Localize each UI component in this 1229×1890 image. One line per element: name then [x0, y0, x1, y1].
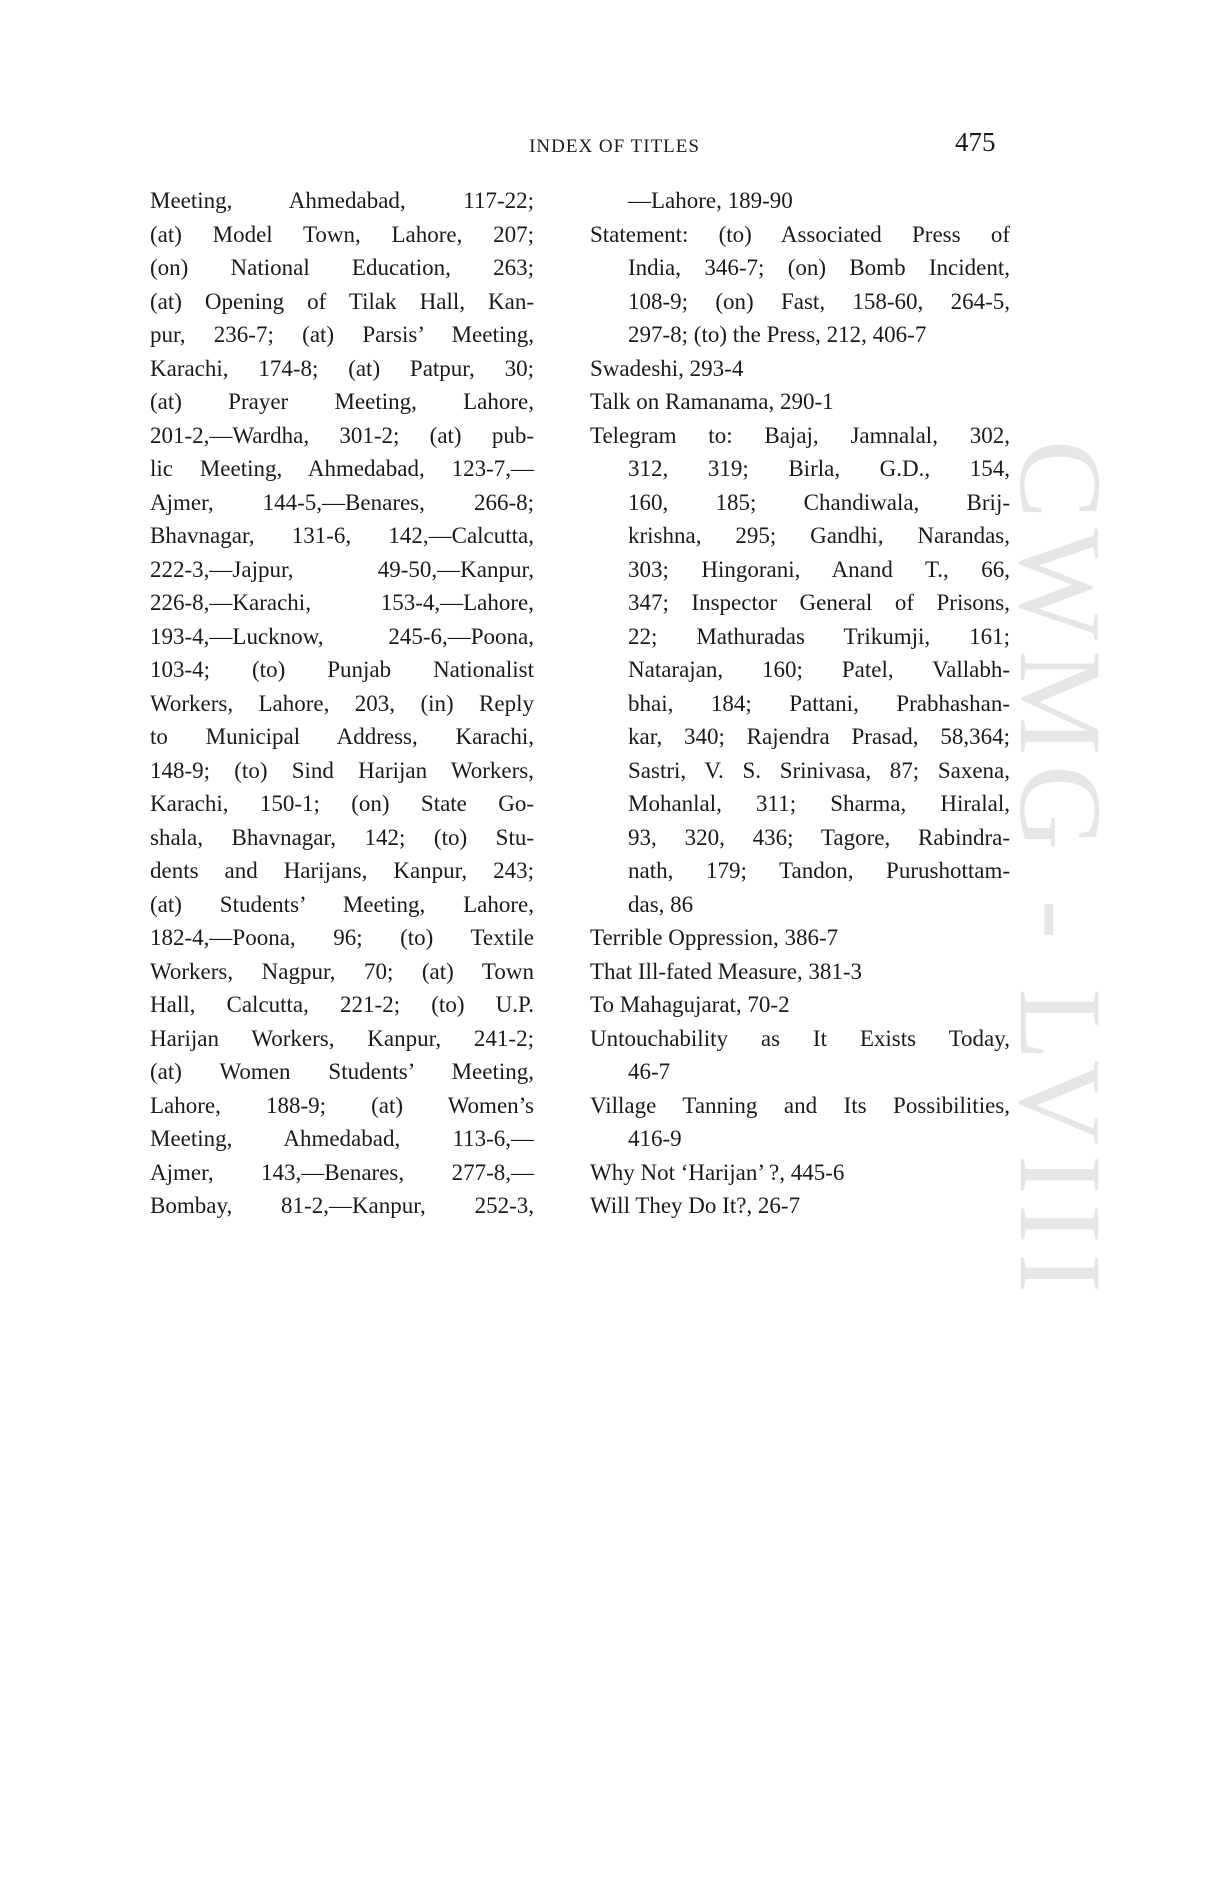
- index-line: 22; Mathuradas Trikumji, 161;: [628, 623, 1010, 649]
- index-line: kar, 340; Rajendra Prasad, 58,364;: [628, 724, 1010, 749]
- index-line: 222-3,—Jajpur, 49-50,—Kanpur,: [150, 556, 534, 582]
- index-line: Hall, Calcutta, 221-2; (to) U.P.: [150, 992, 534, 1017]
- index-line: 312, 319; Birla, G.D., 154,: [628, 456, 1010, 481]
- index-line: Village Tanning and Its Possibilities,: [590, 1092, 1010, 1118]
- index-line: lic Meeting, Ahmedabad, 123-7,—: [150, 456, 534, 481]
- running-head-title: INDEX OF TITLES: [529, 136, 700, 157]
- index-line: That Ill-fated Measure, 381-3: [590, 958, 863, 984]
- index-line: Why Not ‘Harijan’ ?, 445-6: [590, 1159, 845, 1185]
- index-line: India, 346-7; (on) Bomb Incident,: [628, 255, 1010, 280]
- index-line: nath, 179; Tandon, Purushottam-: [628, 858, 1010, 883]
- index-line: 93, 320, 436; Tagore, Rabindra-: [628, 824, 1010, 850]
- index-line: bhai, 184; Pattani, Prabhashan-: [628, 690, 1010, 716]
- index-column-right: [590, 184, 1010, 1223]
- index-line: 201-2,—Wardha, 301-2; (at) pub-: [150, 422, 534, 448]
- index-line: 193-4,—Lucknow, 245-6,—Poona,: [150, 623, 534, 649]
- index-line: (at) Opening of Tilak Hall, Kan-: [150, 288, 534, 314]
- index-line: to Municipal Address, Karachi,: [150, 724, 534, 749]
- index-line: das, 86: [628, 891, 694, 917]
- index-line: Statement: (to) Associated Press of: [590, 221, 1010, 247]
- index-line: Workers, Lahore, 203, (in) Reply: [150, 690, 534, 716]
- index-line: Workers, Nagpur, 70; (at) Town: [150, 958, 534, 984]
- index-line: To Mahagujarat, 70-2: [590, 992, 790, 1017]
- index-line: 160, 185; Chandiwala, Brij-: [628, 489, 1010, 515]
- page-number: 475: [955, 127, 996, 157]
- index-line: Terrible Oppression, 386-7: [590, 925, 839, 950]
- index-line: Lahore, 188-9; (at) Women’s: [150, 1092, 534, 1118]
- index-line: 416-9: [628, 1126, 682, 1151]
- index-line: Ajmer, 143,—Benares, 277-8,—: [150, 1159, 534, 1185]
- index-line: Bombay, 81-2,—Kanpur, 252-3,: [150, 1193, 534, 1218]
- watermark-text: CWMG - LVIII: [995, 440, 1126, 1303]
- index-line: (at) Model Town, Lahore, 207;: [150, 221, 534, 247]
- index-line: 148-9; (to) Sind Harijan Workers,: [150, 757, 534, 783]
- index-line: dents and Harijans, Kanpur, 243;: [150, 858, 534, 883]
- index-line: 46-7: [628, 1059, 671, 1084]
- index-line: Swadeshi, 293-4: [590, 355, 744, 381]
- index-line: Karachi, 150-1; (on) State Go-: [150, 791, 534, 816]
- index-line: 297-8; (to) the Press, 212, 406-7: [628, 322, 927, 347]
- index-line: Harijan Workers, Kanpur, 241-2;: [150, 1025, 534, 1051]
- index-line: Mohanlal, 311; Sharma, Hiralal,: [628, 791, 1010, 816]
- index-line: Meeting, Ahmedabad, 113-6,—: [150, 1126, 534, 1151]
- index-line: Karachi, 174-8; (at) Patpur, 30;: [150, 355, 534, 381]
- index-line: Sastri, V. S. Srinivasa, 87; Saxena,: [628, 757, 1010, 783]
- index-line: 226-8,—Karachi, 153-4,—Lahore,: [150, 590, 534, 615]
- index-line: 103-4; (to) Punjab Nationalist: [150, 657, 534, 682]
- index-line: Ajmer, 144-5,—Benares, 266-8;: [150, 489, 534, 515]
- index-line: 108-9; (on) Fast, 158-60, 264-5,: [628, 288, 1010, 314]
- index-line: (at) Students’ Meeting, Lahore,: [150, 891, 534, 917]
- index-line: Meeting, Ahmedabad, 117-22;: [150, 188, 534, 213]
- index-line: (on) National Education, 263;: [150, 255, 534, 280]
- index-line: shala, Bhavnagar, 142; (to) Stu-: [150, 824, 534, 850]
- index-line: (at) Women Students’ Meeting,: [150, 1059, 534, 1084]
- index-line: Telegram to: Bajaj, Jamnalal, 302,: [590, 422, 1010, 448]
- index-column-left: [150, 184, 534, 1223]
- index-line: 347; Inspector General of Prisons,: [628, 590, 1010, 615]
- index-line: Will They Do It?, 26-7: [590, 1193, 801, 1218]
- index-line: pur, 236-7; (at) Parsis’ Meeting,: [150, 322, 534, 347]
- index-line: Untouchability as It Exists Today,: [590, 1025, 1010, 1051]
- index-line: 182-4,—Poona, 96; (to) Textile: [150, 925, 534, 950]
- index-line: —Lahore, 189-90: [628, 188, 793, 213]
- index-line: (at) Prayer Meeting, Lahore,: [150, 389, 534, 414]
- index-line: Natarajan, 160; Patel, Vallabh-: [628, 657, 1010, 682]
- index-line: krishna, 295; Gandhi, Narandas,: [628, 523, 1010, 548]
- index-line: Talk on Ramanama, 290-1: [590, 389, 834, 414]
- index-line: 303; Hingorani, Anand T., 66,: [628, 556, 1010, 582]
- index-line: Bhavnagar, 131-6, 142,—Calcutta,: [150, 523, 534, 548]
